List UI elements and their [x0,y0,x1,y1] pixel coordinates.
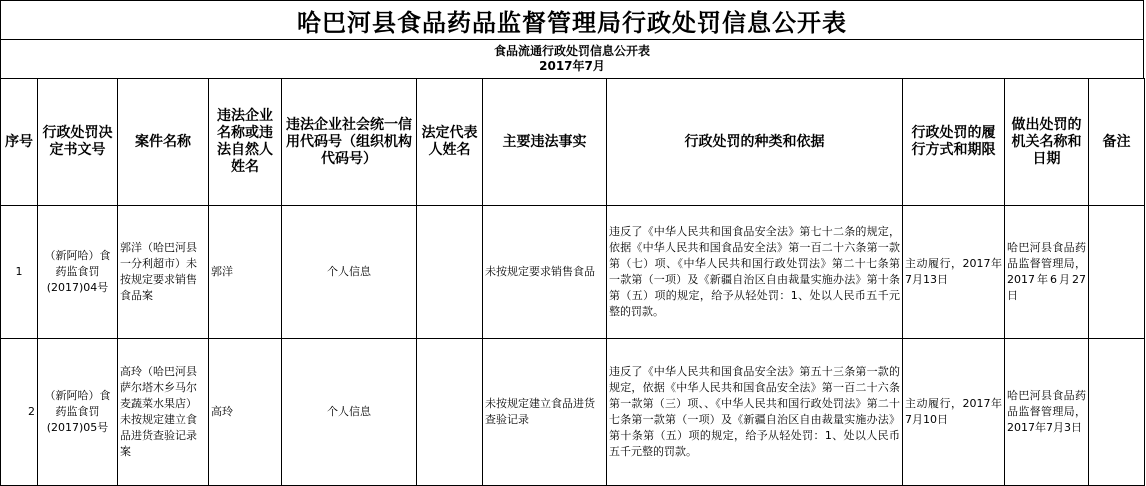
cell-performance: 主动履行，2017年7月13日 [903,206,1005,339]
cell-penalty: 违反了《中华人民共和国食品安全法》第五十三条第一款的规定，依据《中华人民共和国食品安全法》第一百二十六条第一款第（三）项、、《中华人民共和国行政处罚法》第二十七条第一款第（一项）及《新疆自治区自由裁量实施办法》第十条第（五）项的规定，给予从轻处罚：1、处以人民币五千元整的罚款。 [607,339,903,486]
cell-credit-code: 个人信息 [282,339,417,486]
cell-authority: 哈巴河县食品药品监督管理局，2017年7月3日 [1005,339,1089,486]
header-seq: 序号 [1,79,38,206]
cell-case-name: 高玲（哈巴河县萨尔塔木乡马尔麦蔬菜水果店）未按规定建立食品进货查验记录案 [118,339,209,486]
subtitle-block [0,40,1144,78]
cell-legal-rep [417,206,483,339]
header-case-name: 案件名称 [118,79,209,206]
header-legal-rep: 法定代表人姓名 [417,79,483,206]
cell-legal-rep [417,339,483,486]
header-performance: 行政处罚的履行方式和期限 [903,79,1005,206]
penalty-table [0,78,1145,486]
watermark-fade [1108,424,1144,444]
cell-remark [1089,339,1145,486]
page-title: 哈巴河县食品药品监督管理局行政处罚信息公开表 [0,0,1144,40]
cell-violator: 高玲 [209,339,282,486]
header-facts: 主要违法事实 [483,79,607,206]
header-row [1,79,1145,206]
cell-credit-code: 个人信息 [282,206,417,339]
cell-violator: 郭洋 [209,206,282,339]
cell-penalty: 违反了《中华人民共和国食品安全法》第七十二条的规定，依据《中华人民共和国食品安全法》第一百二十六条第一款第（七）项、《中华人民共和国行政处罚法》第二十七条第一款第（一项）及《新疆自治区自由裁量实施办法》第十条第（五）项的规定，给予从轻处罚：1、处以人民币五千元整的罚款。 [607,206,903,339]
table-row [1,339,1145,486]
cell-facts: 未按规定建立食品进货查验记录 [483,339,607,486]
table-row [1,206,1145,339]
header-penalty: 行政处罚的种类和依据 [607,79,903,206]
cell-doc-no: （新阿哈）食药监食罚(2017)05号 [38,339,118,486]
header-credit-code: 违法企业社会统一信用代码号（组织机构代码号） [282,79,417,206]
cell-remark [1089,206,1145,339]
cell-authority: 哈巴河县食品药品监督管理局，2017年6月27日 [1005,206,1089,339]
header-doc-no: 行政处罚决定书文号 [38,79,118,206]
cell-performance: 主动履行，2017年7月10日 [903,339,1005,486]
period: 2017年7月 [539,59,605,73]
cell-seq: 1 [1,206,38,339]
cell-facts: 未按规定要求销售食品 [483,206,607,339]
subtitle: 食品流通行政处罚信息公开表 [493,44,650,58]
header-authority: 做出处罚的机关名称和日期 [1005,79,1089,206]
header-remark: 备注 [1089,79,1145,206]
cell-doc-no: （新阿哈）食药监食罚(2017)04号 [38,206,118,339]
header-violator: 违法企业名称或违法自然人姓名 [209,79,282,206]
cell-seq: 2 [1,339,38,486]
cell-case-name: 郭洋（哈巴河县一分利超市）未按规定要求销售食品案 [118,206,209,339]
